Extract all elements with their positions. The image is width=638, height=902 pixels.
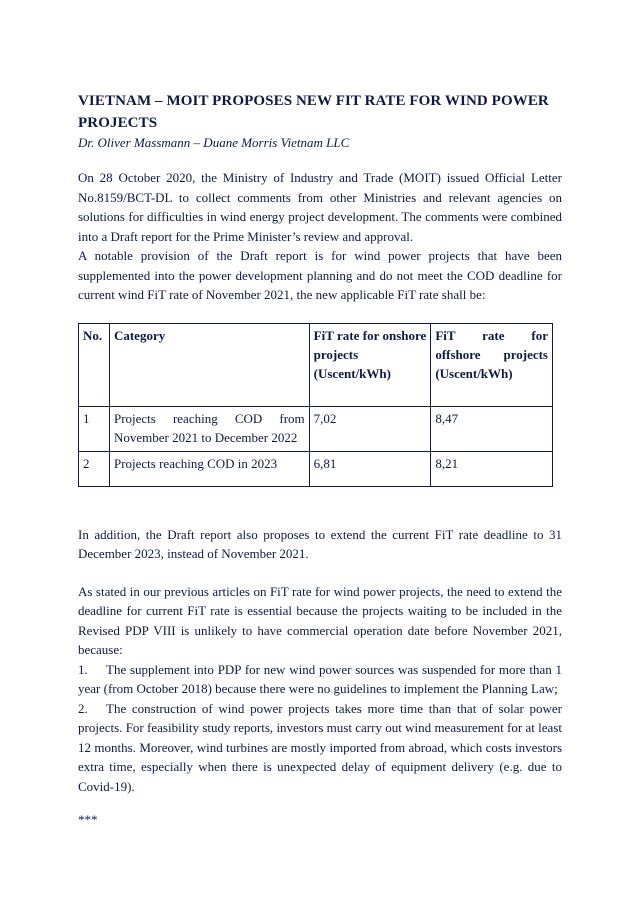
section-separator: *** bbox=[78, 812, 98, 827]
cell-offshore-rate: 8,47 bbox=[431, 406, 553, 451]
paragraph-reasons: As stated in our previous articles on FiT rate for wind power projects, the need to extend the deadline for current FiT rate is essential because the projects waiting to be included in the Revised PDP VIII is unlikely to have commercial operation date before November 2021, because: bbox=[78, 583, 562, 657]
table-row bbox=[79, 406, 553, 451]
table-row bbox=[79, 451, 553, 486]
header-onshore-rate: FiT rate for onshore projects (Uscent/kWh) bbox=[309, 323, 431, 406]
article-title: VIETNAM – MOIT PROPOSES NEW FIT RATE FOR WIND POWER PROJECTS bbox=[78, 93, 549, 131]
list-number: 2. bbox=[78, 700, 88, 716]
fit-rate-table bbox=[78, 323, 553, 487]
paragraph-provision: A notable provision of the Draft report is for wind power projects that have been supplemented into the power development planning and do not meet the COD deadline for current wind FiT rate of November 2021, the new applicable FiT rate shall be: bbox=[78, 248, 562, 302]
list-item bbox=[78, 660, 562, 699]
cell-onshore-rate: 6,81 bbox=[309, 451, 431, 486]
paragraph-extension: In addition, the Draft report also proposes to extend the current FiT rate deadline to 31 December 2023, instead of November 2021. bbox=[78, 526, 562, 561]
cell-offshore-rate: 8,21 bbox=[431, 451, 553, 486]
header-no: No. bbox=[79, 323, 110, 406]
article-author: Dr. Oliver Massmann – Duane Morris Vietnam LLC bbox=[78, 135, 350, 150]
cell-onshore-rate: 7,02 bbox=[309, 406, 431, 451]
document-page bbox=[78, 90, 562, 828]
header-category: Category bbox=[109, 323, 309, 406]
list-item bbox=[78, 699, 562, 797]
list-number: 1. bbox=[78, 661, 88, 677]
cell-no: 1 bbox=[79, 406, 110, 451]
paragraph-intro: On 28 October 2020, the Ministry of Industry and Trade (MOIT) issued Official Letter No.8159/BCT-DL to collect comments from other Ministries and relevant agencies on solutions for difficulties in wind energy project development. The comments were combined into a Draft report for the Prime Minister’s review and approval. bbox=[78, 170, 562, 244]
cell-no: 2 bbox=[79, 451, 110, 486]
list-text: The supplement into PDP for new wind power sources was suspended for more than 1 year (from October 2018) because there were no guidelines to implement the Planning Law; bbox=[78, 661, 562, 696]
cell-category: Projects reaching COD in 2023 bbox=[109, 451, 309, 486]
table-header-row bbox=[79, 323, 553, 406]
cell-category: Projects reaching COD from November 2021 to December 2022 bbox=[109, 406, 309, 451]
list-text: The construction of wind power projects takes more time than that of solar power projects. For feasibility study reports, investors must carry out wind measurement for at least 12 months. Moreover, wind turbines are mostly imported from abroad, which costs investors extra time, especially when there is unexpected delay of equipment delivery (e.g. due to Covid-19). bbox=[78, 700, 562, 794]
header-offshore-rate: FiT rate for offshore projects (Uscent/kWh) bbox=[431, 323, 553, 406]
